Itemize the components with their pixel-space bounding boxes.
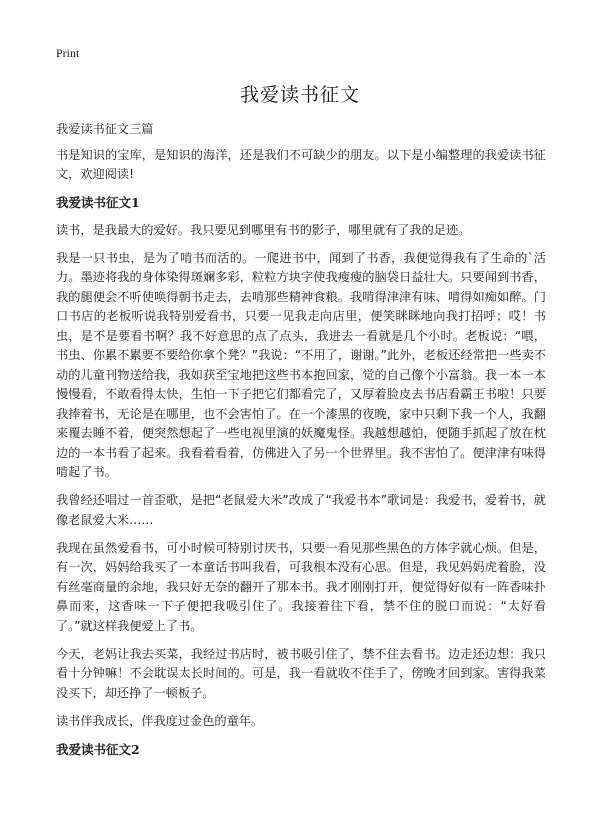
document-subtitle: 我爱读书征文三篇 [56, 122, 154, 136]
body-paragraph: 读书伴我成长，伴我度过金色的童年。 [56, 713, 264, 728]
intro-paragraph: 书是知识的宝库，是知识的海洋，还是我们不可缺少的朋友。以下是小编整理的我爱读书征文，欢迎阅读! [56, 147, 546, 181]
body-paragraph: 读书，是我最大的爱好。我只要见到哪里有书的影子，哪里就有了我的足迹。 [56, 222, 471, 237]
print-label[interactable]: Print [56, 46, 80, 60]
body-paragraph: 我现在虽然爱看书，可小时候可特别讨厌书，只要一看见那些黑色的方体字就心烦。但是，有一次，妈妈给我买了一本童话书叫我看，可我根本没有心思。但是，我见妈妈虎着脸，没有丝毫商量的余地，我只好无奈的翻开了那本书。我才刚刚打开，便觉得好似有一阵香味扑鼻而来，这香味一下子便把我吸引住了。我接着往下看，禁不住的脱口而说：“太好看了。”就这样我便爱上了书。 [56, 540, 546, 633]
body-paragraph: 我是一只书虫，是为了啃书而活的。一爬进书中，闻到了书香，我便觉得我有了生命的`活力。墨迹将我的身体染得斑斓多彩，粒粒方块字使我瘦瘦的脑袋日益壮大。只要闻到书香，我的腿便会不听使唤得朝书走去，去啃那些精神食粮。我啃得津津有味、啃得如痴如醉。门口书店的老板听说我特别爱看书，只要一见我走向店里，便笑眯眯地向我打招呼；哎！书虫，是不是要看书啊？我不好意思的点了点头，我进去一看就是几个小时。老板说：“喂，书虫、你累不累要不要给你拿个凳？”我说：“不用了，谢谢。”此外，老板还经常把一些卖不动的儿童刊物送给我，我如获至宝地把这些书本抱回家，觉的自己像个小富翁。我一本一本慢慢看，不敢看得太快，生怕一下子把它们都看完了，又厚着脸皮去书店看霸王书啦！只要我捧着书，无论是在哪里，也不会害怕了。在一个漆黑的夜晚，家中只剩下我一个人，我翻来覆去睡不着，便突然想起了一些电视里演的妖魔鬼怪。我越想越怕，便随手抓起了放在枕边的一本书看了起来。我看着看着，仿佛进入了另一个世界里。我不害怕了。便津津有味得啃起了书。 [56, 250, 546, 479]
page-title: 我爱读书征文 [239, 84, 360, 106]
section-heading-1: 我爱读书征文1 [56, 195, 140, 210]
document-body [56, 120, 546, 767]
section-heading-2: 我爱读书征文2 [56, 741, 140, 757]
body-paragraph: 今天，老妈让我去买菜，我经过书店时，被书吸引住了，禁不住去看书。边走还边想：我只看十分钟嘛！不会耽误太长时间的。可是，我一看就收不住手了，傍晚才回到家。害得我菜没买下，却还挣了一顿板子。 [56, 646, 546, 700]
body-paragraph: 我曾经还唱过一首歪歌，是把“老鼠爱大米”改成了“我爱书本”歌词是：我爱书，爱着书，就像老鼠爱大米…… [56, 493, 546, 527]
